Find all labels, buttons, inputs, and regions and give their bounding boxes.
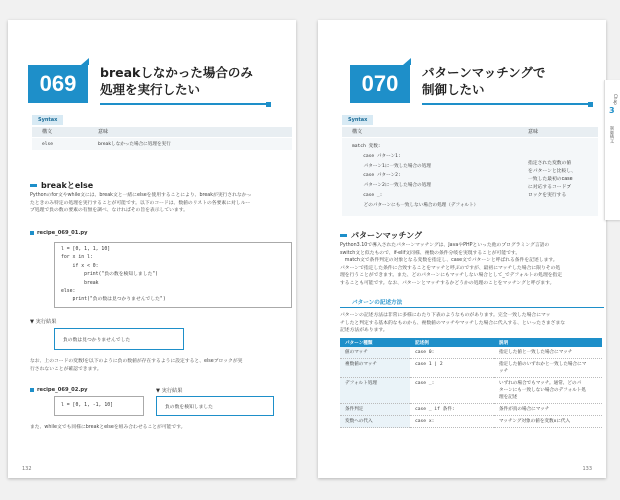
result1-label: ▼ 実行結果: [30, 319, 57, 325]
body-line: 行されないことが確認できます。: [30, 366, 102, 372]
syntax-row: [32, 138, 292, 150]
syntax-tab: Syntax: [32, 115, 63, 125]
meaning-line: 指定された変数の値: [528, 161, 572, 166]
body-line: Pythonのfor文やwhile文には、break文と一緒にelseを使用することにより、breakが実行されなかっ: [30, 193, 252, 198]
label-marker: [30, 388, 34, 392]
table-cell: case x:: [410, 416, 494, 428]
syntax-col-meaning: 意味: [528, 129, 539, 135]
table-cell: 指定した値のいずれかと一致した場合にマ ッチ: [494, 359, 602, 378]
meaning-line: に対応するコードブ: [528, 185, 572, 190]
code-block-1: [54, 242, 292, 308]
syntax-meaning: breakしなかった場合に処理を実行: [98, 142, 171, 147]
left-page: [8, 20, 296, 478]
table-row: [340, 416, 602, 428]
table-cell: case 1 | 2: [410, 359, 494, 378]
syntax-row: [342, 138, 598, 216]
table-cell: 条件判定: [340, 404, 410, 416]
table-row: [340, 347, 602, 359]
table-row: [340, 378, 602, 404]
paragraph-3: また、while文でも同様にbreakとelseを組み合わせることが可能です。: [30, 425, 186, 430]
syntax-code-line: case パターン1:: [352, 153, 401, 159]
body-line: なお、上のコードの変数lを以下のように負の数値が存在するように設定すると、elseブロックが実: [30, 359, 243, 364]
code2-label: recipe_069_02.py: [30, 387, 87, 393]
title-underline: [100, 103, 266, 105]
body-line: パターンの記述方法は非常に多様にわたり下表のようなものがあります。完全一致した場合にマッ: [340, 313, 551, 318]
chapter-label: Chap: [613, 94, 618, 105]
table-cell: 値のマッチ: [340, 347, 410, 359]
recipe-title-line1: パターンマッチングで: [422, 65, 546, 80]
recipe-title: [422, 64, 545, 98]
body-line: たときのみ特定の処理を実行することが可能です。以下のコードは、数値のリストの各要素に対しルー: [30, 200, 251, 206]
syntax-tab: Syntax: [342, 115, 373, 125]
recipe-number-badge: 069: [28, 65, 88, 103]
syntax-code-line: パターン1に一致した場合の処理: [352, 163, 431, 169]
chapter-tab[interactable]: [604, 80, 620, 220]
section-heading: [30, 180, 93, 191]
body-line: switch文と似たもので、if-elif文同様、複数の条件分岐を実現することが可能です。: [340, 250, 521, 256]
right-page: [318, 20, 606, 478]
result-box-1: 負の数は見つかりませんでした: [54, 328, 184, 350]
table-cell: case _ if 条件:: [410, 404, 494, 416]
paragraph-2: [30, 358, 292, 373]
table-header-example: 記述例: [410, 338, 494, 347]
page-number: 133: [582, 466, 592, 472]
meaning-line: ロックを実行する: [528, 193, 567, 198]
syntax-code-line: どのパターンにも一致しない場合の処理（デフォルト）: [352, 202, 479, 208]
meaning-line: をパターンと比較し、: [528, 169, 576, 174]
table-cell: case 0:: [410, 347, 494, 359]
table-cell: いずれの場合でもマッチ。通常、どのパ ターンにも一致しない場合のデフォルト処 理を記述: [494, 378, 602, 404]
code-line: print("負の数は見つかりませんでした"): [61, 297, 166, 303]
body-line: プ処理で負の数の要素の有無を調べ、なければその旨を表示しています。: [30, 208, 188, 214]
syntax-col-syntax: 構文: [352, 129, 363, 135]
recipe-title-line1: breakしなかった場合のみ: [100, 65, 253, 80]
table-cell: デフォルト処理: [340, 378, 410, 404]
table-header-kind: パターン種類: [340, 338, 410, 347]
syntax-meaning: [528, 160, 576, 200]
syntax-code: [352, 142, 478, 211]
table-cell: case _:: [410, 378, 494, 404]
body-line: チしたと判定する基本的なものから、複数値のマッチやマッチした場合に代入する、といったさまざまな: [340, 320, 566, 326]
label-marker: [30, 231, 34, 235]
code1-label: recipe_069_01.py: [30, 230, 87, 236]
syntax-col-syntax: 構文: [42, 129, 53, 135]
syntax-code-line: パターン2に一致した場合の処理: [352, 183, 431, 189]
code-line: l = [0, 1, -1, 10]: [61, 402, 113, 408]
heading-bar: [30, 184, 37, 187]
pattern-table: [340, 338, 602, 428]
code-block-2: [54, 396, 144, 416]
table-cell: 指定した値と一致した場合にマッチ: [494, 347, 602, 359]
recipe-number-badge: 070: [350, 65, 410, 103]
code-line: break: [61, 280, 99, 286]
table-row: [340, 404, 602, 416]
chapter-name: 制御構文: [610, 126, 615, 143]
recipe-title-line2: 処理を実行したい: [100, 82, 201, 97]
table-header-desc: 説明: [494, 338, 602, 347]
title-underline: [422, 103, 588, 105]
table-cell: マッチング対象の値を変数xに代入: [494, 416, 602, 428]
code-line: for x in l:: [61, 255, 93, 261]
section-heading-text: パターンマッチング: [351, 231, 422, 240]
body-line: することも可能です。なお、パターンとマッチするかどうかの処理のことをマッチングと呼びます。: [340, 280, 555, 286]
table-cell: 複数値のマッチ: [340, 359, 410, 378]
table-row: [340, 359, 602, 378]
result-box-2: 負の数を検知しました: [156, 396, 274, 416]
body-line: 記述方法があります。: [340, 328, 388, 334]
syntax-code-line: case パターン2:: [352, 173, 401, 179]
body-line: 理を行うことができます。また、どのパターンにもマッチしない場合として_でデフォルトの処理を指定: [340, 273, 563, 279]
chapter-number: 3: [609, 106, 615, 115]
syntax-code-line: match 変数:: [352, 144, 381, 149]
section-heading: [340, 230, 422, 241]
result2-label: ▼ 実行結果: [156, 388, 183, 394]
code-line: if x < 0:: [61, 263, 99, 269]
title-underline-marker: [588, 102, 593, 107]
syntax-code: else: [42, 142, 54, 147]
subheading-rule: [340, 307, 604, 308]
heading-bar: [340, 234, 347, 237]
code-line: print("負の数を検知しました"): [61, 272, 159, 278]
subheading: パターンの記述方法: [352, 300, 403, 306]
recipe-title-line2: 制御したい: [422, 82, 485, 97]
title-underline-marker: [266, 102, 271, 107]
syntax-col-meaning: 意味: [98, 129, 109, 135]
section-body: [340, 242, 604, 288]
table-cell: 条件が真の場合にマッチ: [494, 404, 602, 416]
body-line: match文で条件判定の対象となる変数を指定し、case文でパターンと呼ばれる条件を記述します。: [340, 258, 558, 264]
table-cell: 変数への代入: [340, 416, 410, 428]
section-body: [30, 192, 292, 215]
page-number: 132: [22, 466, 32, 472]
syntax-code-line: case _:: [352, 192, 383, 198]
subsection-body: [340, 312, 604, 335]
table-header-row: [340, 338, 602, 347]
syntax-header: [32, 127, 292, 137]
code-line: else:: [61, 289, 76, 295]
body-line: パターンで指定した条件に合致することをマッチと呼ぶのですが、最初にマッチした場合に限りその処: [340, 265, 561, 271]
recipe-title: [100, 64, 253, 98]
syntax-header: [342, 127, 598, 137]
section-heading-text: breakとelse: [41, 181, 94, 190]
code-line: l = [0, 1, 1, 10]: [61, 247, 111, 252]
body-line: Python3.10で導入されたパターンマッチングは、JavaやPHPといった他のプログラミング言語の: [340, 243, 550, 248]
meaning-line: 一致した最初のcase: [528, 177, 573, 182]
